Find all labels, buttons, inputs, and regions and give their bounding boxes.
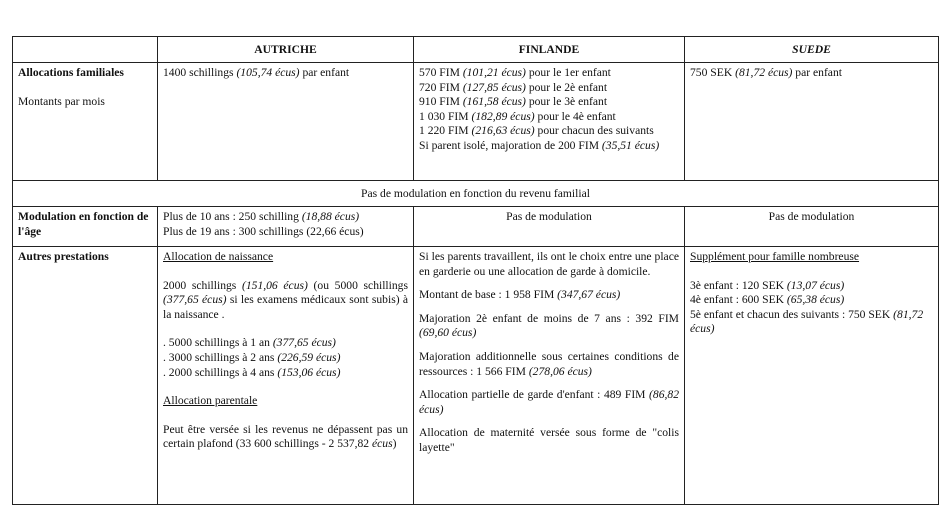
row-allocations xyxy=(13,63,939,181)
famille-nombreuse-title: Supplément pour famille nombreuse xyxy=(690,250,860,263)
age-suede: Pas de modulation xyxy=(685,207,939,247)
text-line: 720 FIM (127,85 écus) pour le 2è enfant xyxy=(419,80,608,94)
naissance-title: Allocation de naissance xyxy=(163,250,274,263)
ecus-amount: (347,67 écus) xyxy=(557,288,621,302)
text-line: 1 220 FIM (216,63 écus) pour chacun des suivants xyxy=(419,124,654,138)
revenu-note: Pas de modulation en fonction du revenu familial xyxy=(13,181,939,207)
text-line: 3è enfant : 120 SEK (13,07 écus) xyxy=(690,278,845,292)
ecus-amount: (35,51 écus) xyxy=(601,138,660,152)
header-row xyxy=(13,37,939,63)
ecus-amount: (81,72 écus) xyxy=(690,307,924,336)
ecus-amount: (153,06 écus) xyxy=(277,365,341,379)
ecus-amount: (182,89 écus) xyxy=(471,109,535,123)
allocations-sublabel: Montants par mois xyxy=(18,94,105,108)
text-line: 910 FIM (161,58 écus) pour le 3è enfant xyxy=(419,95,608,109)
text-line: 570 FIM (101,21 écus) pour le 1er enfant xyxy=(419,66,611,79)
ecus-amount: (101,21 écus) xyxy=(462,66,526,79)
ecus-amount: (216,63 écus) xyxy=(471,124,535,138)
text-line: . 3000 schillings à 2 ans (226,59 écus) xyxy=(163,350,341,364)
header-finlande: FINLANDE xyxy=(414,37,685,63)
parentale-text: Peut être versée si les revenus ne dépassent pas un certain plafond (33 600 schillings - 2 537,82 écus) xyxy=(163,422,408,451)
ecus-amount: (18,88 écus) xyxy=(301,210,360,223)
text-line: Plus de 10 ans : 250 schilling (18,88 écus) xyxy=(163,210,360,223)
ecus-amount: (13,07 écus) xyxy=(786,278,845,292)
text-line: 5è enfant et chacun des suivants : 750 SEK (81,72 écus) xyxy=(690,307,924,336)
allocations-suede xyxy=(685,63,939,181)
row-autres xyxy=(13,247,939,505)
text-line: 750 SEK (81,72 écus) par enfant xyxy=(690,66,842,79)
ecus-amount: (86,82 écus) xyxy=(419,388,679,416)
ecus-amount: (161,58 écus) xyxy=(462,95,526,109)
text-line: Montant de base : 1 958 FIM (347,67 écus) xyxy=(419,288,621,302)
allocations-autriche xyxy=(158,63,414,181)
ecus-amount: (127,85 écus) xyxy=(462,80,526,94)
autres-finlande xyxy=(414,247,685,505)
ecus-amount: (81,72 écus) xyxy=(735,66,793,79)
text-line: 1400 schillings (105,74 écus) par enfant xyxy=(163,66,350,79)
ecus-amount: (69,60 écus) xyxy=(419,326,477,340)
text-line: . 2000 schillings à 4 ans (153,06 écus) xyxy=(163,365,341,379)
age-label: Modulation en fonction de l'âge xyxy=(13,207,158,247)
text-line: Majoration 2è enfant de moins de 7 ans : 392 FIM (69,60 écus) xyxy=(419,311,679,340)
text-line: Si parent isolé, majoration de 200 FIM (35,51 écus) xyxy=(419,138,660,152)
ecus-amount: (278,06 écus) xyxy=(528,364,592,378)
text-line: Allocation partielle de garde d'enfant : 489 FIM (86,82 écus) xyxy=(419,388,679,416)
autres-suede xyxy=(685,247,939,505)
text-line: Si les parents travaillent, ils ont le choix entre une place en garderie ou une allocation de garde à domicile. xyxy=(419,250,679,278)
ecus-amount: (377,65 écus) xyxy=(272,336,336,350)
row-revenu xyxy=(13,181,939,207)
age-autriche xyxy=(158,207,414,247)
autres-label: Autres prestations xyxy=(13,247,158,505)
allocations-finlande xyxy=(414,63,685,181)
naissance-list xyxy=(163,336,408,380)
header-suede: SUEDE xyxy=(685,37,939,63)
ecus-amount: (105,74 écus) xyxy=(236,66,300,79)
row-age xyxy=(13,207,939,247)
header-autriche: AUTRICHE xyxy=(158,37,414,63)
famille-nombreuse-list xyxy=(690,279,933,337)
ecus-amount: (226,59 écus) xyxy=(277,350,341,364)
text-line: Allocation de maternité versée sous forme de "colis layette" xyxy=(419,426,679,454)
text-line: Plus de 19 ans : 300 schillings (22,66 écus) xyxy=(163,224,364,238)
row-label xyxy=(13,63,158,181)
text-line: Majoration additionnelle sous certaines conditions de ressources : 1 566 FIM (278,06 écus) xyxy=(419,349,679,378)
autres-autriche xyxy=(158,247,414,505)
allocations-label: Allocations familiales xyxy=(18,66,124,79)
naissance-text: 2000 schillings (151,06 écus) (ou 5000 schillings (377,65 écus) si les examens médicaux sont subis) à la naissance . xyxy=(163,278,409,321)
header-empty xyxy=(13,37,158,63)
ecus-amount: (65,38 écus) xyxy=(786,293,845,307)
text-line: 4è enfant : 600 SEK (65,38 écus) xyxy=(690,293,845,307)
text-line: . 5000 schillings à 1 an (377,65 écus) xyxy=(163,336,336,350)
age-finlande: Pas de modulation xyxy=(414,207,685,247)
comparison-table xyxy=(12,36,939,505)
text-line: 1 030 FIM (182,89 écus) pour le 4è enfant xyxy=(419,109,616,123)
parentale-title: Allocation parentale xyxy=(163,394,258,408)
